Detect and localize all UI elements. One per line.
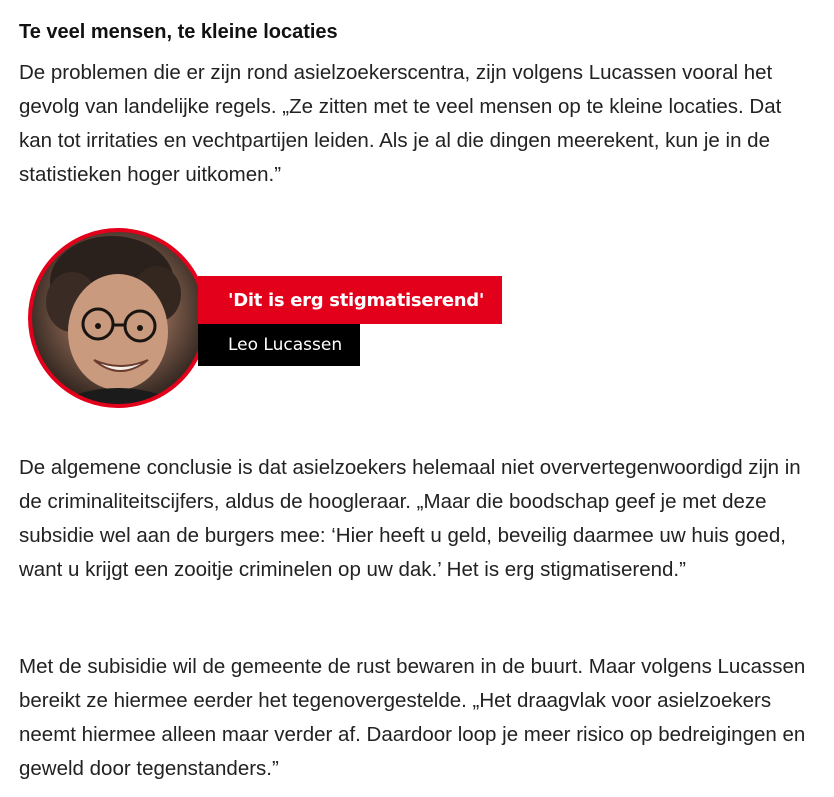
portrait-illustration	[32, 232, 204, 404]
section-subheading: Te veel mensen, te kleine locaties	[19, 21, 338, 43]
paragraph-3: Met de subisidie wil de gemeente de rust bewaren in de buurt. Maar volgens Lucassen bereikt ze hiermee eerder het tegenovergestelde. „Het draagvlak voor asielzoekers neemt hiermee alleen maar verder af. Daardoor loop je meer risico op bedreigingen en geweld door tegenstanders.”	[19, 655, 806, 780]
pull-quote	[28, 228, 528, 418]
paragraph-2: De algemene conclusie is dat asielzoekers helemaal niet oververtegenwoordigd zijn in de criminaliteitscijfers, aldus de hoogleraar. „Maar die boodschap geef je met deze subsidie wel aan de burgers mee: ‘Hier heeft u geld, beveilig daarmee uw huis goed, want u krijgt een zooitje criminelen op uw dak.’ Het is erg stigmatiserend.”	[19, 456, 801, 581]
quote-text: 'Dit is erg stigmatiserend'	[198, 276, 502, 324]
portrait-photo	[28, 228, 208, 408]
quote-person-name: Leo Lucassen	[198, 324, 360, 366]
paragraph-1: De problemen die er zijn rond asielzoekerscentra, zijn volgens Lucassen vooral het gevolg van landelijke regels. „Ze zitten met te veel mensen op te kleine locaties. Dat kan tot irritaties en vechtpartijen leiden. Als je al die dingen meerekent, kun je in de statistieken hoger uitkomen.”	[19, 61, 782, 186]
